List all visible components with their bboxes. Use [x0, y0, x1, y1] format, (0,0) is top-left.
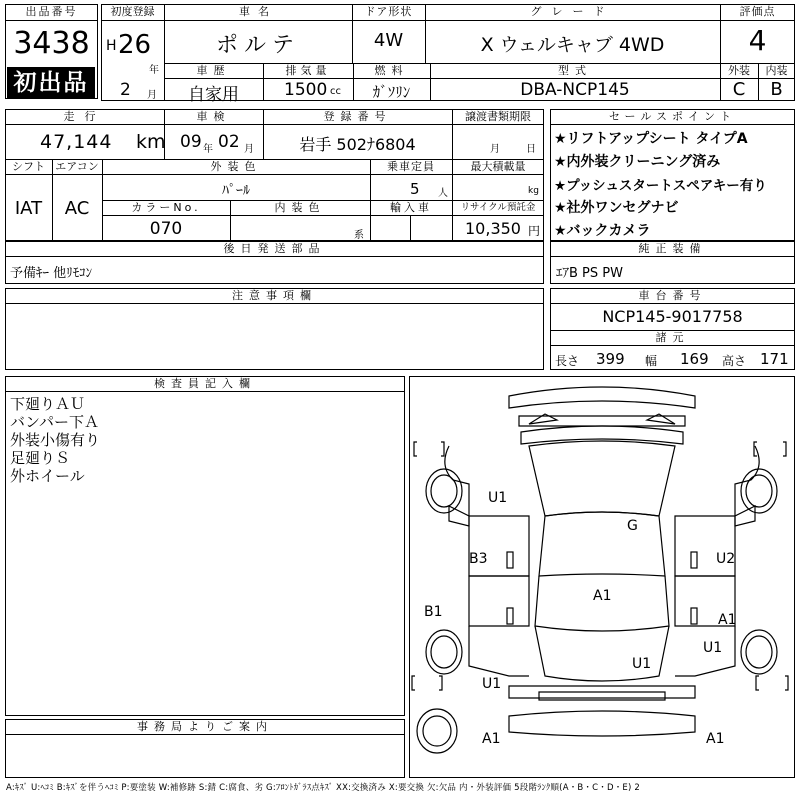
score-label: 評価点	[739, 5, 776, 18]
length-label: 長さ	[555, 354, 580, 368]
grade: X ウェルキャブ 4WD	[480, 34, 665, 56]
first-reg-label: 初度登録	[110, 5, 155, 18]
sales-point-4: ★社外ワンセグナビ	[554, 200, 679, 216]
width: 169	[680, 350, 709, 368]
fuel-label: 燃料	[374, 64, 409, 77]
history-label: 車歴	[196, 64, 231, 77]
capacity-label: 乗車定員	[387, 160, 435, 173]
length: 399	[596, 350, 625, 368]
damage-mark: U1	[482, 676, 502, 692]
shift: IAT	[14, 198, 43, 219]
load-label: 最大積載量	[470, 160, 526, 173]
inspection-year: 09	[180, 132, 202, 152]
displacement-unit: cc	[330, 86, 341, 97]
equipment-label: 純正装備	[638, 242, 707, 255]
model-label: 型式	[558, 64, 592, 77]
inspector-line: バンパー下Ａ	[10, 413, 99, 431]
recycle-label: リサイクル預託金	[460, 202, 536, 213]
reg-number: 岩手 502ﾅ6804	[299, 135, 416, 154]
damage-mark: A1	[482, 731, 501, 747]
inspection-label: 車検	[196, 110, 231, 123]
interior-grade: B	[770, 79, 783, 100]
damage-mark: U2	[716, 551, 736, 567]
mileage-unit: km	[136, 131, 166, 153]
capacity-unit: 人	[438, 188, 448, 199]
equipment: ｴｱB PS PW	[556, 266, 623, 281]
dims-label: 諸元	[655, 331, 690, 344]
lot-number: 3438	[13, 26, 90, 61]
doc-month-unit: 月	[490, 144, 500, 155]
int-color-unit: 系	[354, 230, 364, 241]
year-unit: 年	[149, 65, 159, 76]
inspector-line: 外装小傷有り	[10, 431, 101, 449]
first-listing-badge: 初出品	[7, 67, 95, 99]
score: 4	[748, 24, 767, 57]
damage-mark: U1	[703, 640, 723, 656]
model: DBA-NCP145	[520, 80, 630, 100]
chassis-number: NCP145-9017758	[602, 307, 743, 326]
door-type: 4W	[373, 30, 404, 51]
legend: A:ｷｽﾞ U:ﾍｺﾐ B:ｷｽﾞを伴うﾍｺﾐ P:要塗装 W:補修跡 S:錆 C:腐食、劣 G:ﾌﾛﾝﾄｶﾞﾗｽ点ｷｽﾞ XX:交換済み X:要交換 欠:欠品 内・外装評価 5段階ﾗﾝｸ順(A・B・C・D・E) 2	[6, 783, 641, 793]
damage-mark: G	[627, 518, 638, 534]
accessories-label: 後日発送部品	[223, 242, 326, 255]
ac: AC	[64, 198, 90, 219]
doc-day-unit: 日	[526, 144, 536, 155]
notes-label: 注意事項欄	[232, 289, 317, 302]
sales-point-1: ★リフトアップシート タイプA	[554, 131, 748, 147]
import-label: 輸入車	[390, 201, 432, 214]
sales-point-3: ★プッシュスタートスペアキー有り	[554, 178, 767, 194]
width-label: 幅	[645, 354, 658, 368]
color-label: 外装色	[210, 160, 262, 173]
first-reg-month: 2	[120, 80, 131, 100]
car-name-label: 車名	[239, 5, 277, 18]
inspector-notes	[10, 395, 100, 485]
interior-label: 内装	[765, 64, 788, 77]
height: 171	[760, 350, 789, 368]
load-unit: kg	[528, 186, 539, 196]
grade-label: グレード	[530, 5, 615, 18]
inspector-line: 外ホイール	[10, 467, 85, 485]
sales-point-5: ★バックカメラ	[554, 223, 651, 239]
color-no: 070	[149, 219, 183, 239]
recycle-unit: 円	[528, 224, 541, 238]
doc-deadline-label: 譲渡書類期限	[465, 110, 531, 123]
inspector-label: 検査員記入欄	[154, 377, 256, 390]
insp-year-unit: 年	[203, 144, 213, 155]
damage-mark: U1	[632, 656, 652, 672]
sales-points-label: セールスポイント	[608, 110, 736, 123]
car-diagram	[409, 376, 795, 778]
car-name: ポルテ	[215, 33, 300, 58]
inspector-line: 下廻りＡＵ	[10, 395, 86, 413]
capacity: 5	[410, 180, 420, 198]
color-no-label: カラーNo.	[131, 201, 201, 214]
first-reg-year: 26	[118, 30, 152, 60]
int-color-label: 内装色	[274, 201, 326, 214]
mileage: 47,144	[40, 131, 113, 153]
color: ﾊﾟｰﾙ	[222, 183, 250, 199]
chassis-label: 車台番号	[638, 289, 707, 302]
sales-point-2: ★内外装クリーニング済み	[554, 154, 721, 170]
damage-mark: A1	[706, 731, 725, 747]
inspection-month: 02	[218, 132, 240, 152]
exterior-grade: C	[732, 79, 746, 100]
damage-mark: A1	[593, 588, 612, 604]
exterior-label: 外装	[728, 64, 750, 77]
reg-label: 登録番号	[323, 110, 392, 123]
ac-label: エアコン	[55, 160, 99, 173]
details-table	[5, 109, 544, 241]
lot-label: 出品番号	[25, 5, 78, 18]
fuel: ｶﾞｿﾘﾝ	[372, 83, 411, 101]
damage-mark: B1	[424, 604, 443, 620]
mileage-label: 走行	[63, 110, 106, 123]
month-unit: 月	[147, 90, 157, 101]
displacement-label: 排気量	[285, 64, 331, 77]
shift-label: シフト	[12, 160, 45, 173]
era: H	[106, 38, 117, 54]
displacement: 1500	[284, 80, 328, 100]
office-label: 事務局よりご案内	[137, 720, 273, 733]
inspector-line: 足廻りＳ	[10, 449, 71, 467]
history: 自家用	[188, 85, 239, 105]
damage-mark: U1	[488, 490, 508, 506]
recycle: 10,350	[465, 219, 521, 238]
insp-month-unit: 月	[244, 144, 254, 155]
height-label: 高さ	[722, 354, 747, 368]
door-label: ドア形状	[364, 5, 413, 18]
accessories: 予備ｷｰ 他ﾘﾓｺﾝ	[10, 266, 93, 281]
damage-mark: A1	[718, 612, 737, 628]
damage-mark: B3	[469, 551, 488, 567]
